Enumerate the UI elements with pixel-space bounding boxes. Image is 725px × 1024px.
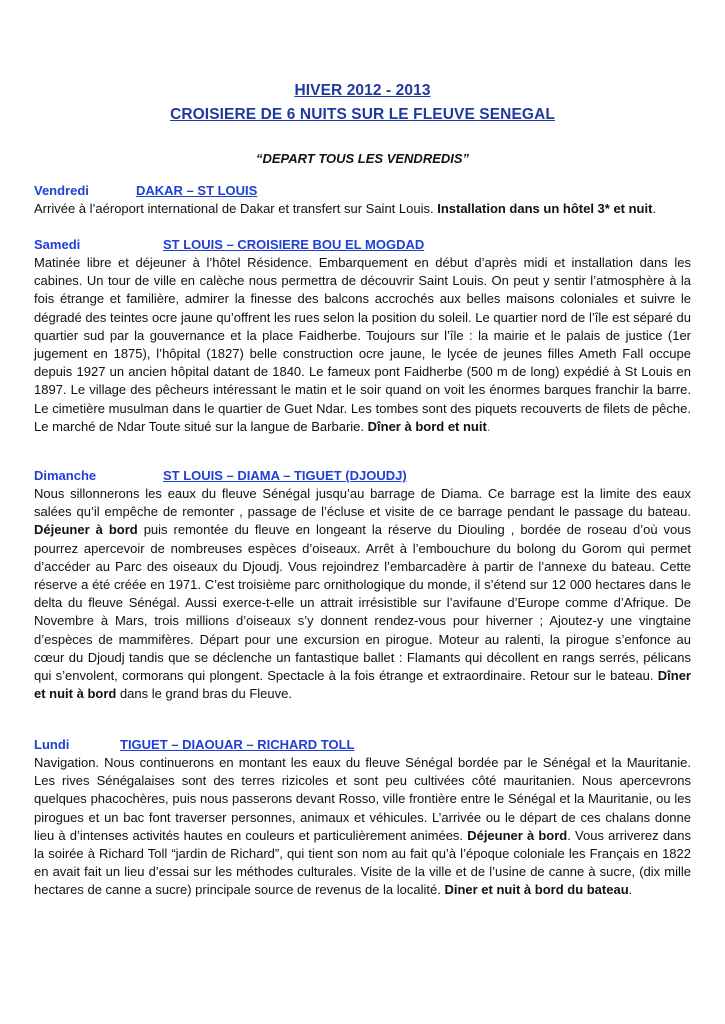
text-bold: Dîner et nuit à bord [34,668,691,702]
text-run: . [652,201,657,216]
day-route: ST LOUIS – DIAMA – TIGUET (DJOUDJ) [163,468,407,483]
day-name: Dimanche [34,468,97,483]
document-subtitle-cruise: CROISIERE DE 6 NUITS SUR LE FLEUVE SENEGAL [170,106,555,123]
text-run: dans le grand bras du Fleuve. [116,686,292,702]
day-description [34,754,691,900]
day-section-dimanche [34,467,691,703]
text-run: Navigation. Nous continuerons en montant les eaux du fleuve Sénégal bordée par le Sénégal et la Mauritanie. Les rives Sénégalaises sont des terres rizicoles et sont peu cultivées côté mauritanien. Nous apercevrons quelques phacochères, puis nous passerons devant Rosso, ville frontière entre le Sénégal et la Mauritanie, ou les pirogues et un bac font traverser personnes, animaux et véhicules. L’arrivée ou le départ de ces chalans donne lieu à d’intenses activités hautes en couleurs et particulièrement animées. [34,755,691,843]
text-bold: Installation dans un hôtel 3* et nuit [437,201,653,216]
day-route: DAKAR – ST LOUIS [136,183,258,198]
day-section-samedi [34,236,691,436]
text-bold: Dîner à bord et nuit [367,418,487,434]
day-heading [34,467,691,485]
day-section-vendredi [34,182,691,218]
day-heading [34,236,691,254]
day-description [34,485,691,703]
text-run: puis remontée du fleuve en longeant la réserve du Diouling , bordée de roseau d’où vous pourrez apercevoir de nombreuses espèces d’oiseaux. Arrêt à l’embouchure du bolong du Gorom qui permet d’accéder au Parc des oiseaux du Djoudj. Vous rejoindrez l’embarcadère à partir de l’annexe du bateau. Cette réserve a été créée en 1971. C’est troisième parc ornithologique du monde, il s’étend sur 12 000 hectares dans le delta du fleuve Sénégal. Aussi exerce-t-elle un attrait irrésistible sur l’avifaune d’Europe comme d’Afrique. De Novembre à Mars, trois millions d’oiseaux s’y donnent rendez-vous pour hiverner ; Ajoutez-y une vingtaine d’espèces de mammifères. Départ pour une excursion en pirogue. Moteur au ralenti, la pirogue s’enfonce au cœur du Djoudj tandis que se déclenche un fantastique ballet : Flamants qui décollent en rangs serrés, pélicans qui s’envolent, cormorans qui plongent. Spectacle à la fois étrange et extraordinaire. Retour sur le bateau. [34,522,691,684]
day-route: TIGUET – DIAOUAR – RICHARD TOLL [120,737,355,752]
day-description [34,254,691,436]
day-heading [34,736,691,754]
text-run: Arrivée à l’aéroport international de Dakar et transfert sur Saint Louis. [34,201,438,216]
text-bold: Déjeuner à bord [34,522,138,538]
day-name: Lundi [34,737,70,752]
departure-note: “DEPART TOUS LES VENDREDIS” [255,151,470,166]
text-run: Matinée libre et déjeuner à l’hôtel Résidence. Embarquement en début d’après midi et installation dans les cabines. Un tour de ville en calèche nous permettra de découvrir Saint Louis. On peut y sentir l’atmosphère à la fois étrange et familière, admirer la finesse des balcons accrochés aux belles maisons coloniales et suivre le dégradé des teintes ocre jaune qu’offrent les rues selon la position du soleil. Le quartier nord de l’île est séparé du quartier sud par la gouvernance et la place Faidherbe. Toujours sur l’île : la mairie et le palais de justice (1er jugement en 1875), l’hôpital (1827) belle construction ocre jaune, le lycée de jeunes filles Ameth Fall occupe depuis 1927 un ancien hôpital datant de 1840. Le fameux pont Faidherbe (500 m de long) expédié à St Louis en 1897. Le village des pêcheurs intéressant le matin et le soir quand on voit les énormes barques franchir la barre. Le cimetière musulman dans le quartier de Guet Ndar. Les tombes sont des piquets recouverts de filets de pêche. Le marché de Ndar Toute situé sur la langue de Barbarie. [34,255,691,434]
day-section-lundi [34,736,691,900]
text-run: . [628,882,633,898]
text-bold: Diner et nuit à bord du bateau [444,882,629,898]
day-name: Samedi [34,237,81,252]
day-name: Vendredi [34,183,89,198]
text-run: Nous sillonnerons les eaux du fleuve Sénégal jusqu’au barrage de Diama. Ce barrage est la limite des eaux salées qu’il empêche de remonter , passage de l’écluse et visite de ce barrage pendant le passage du bateau. [34,486,691,520]
day-heading [34,182,691,200]
text-run: . [486,418,491,434]
text-bold: Déjeuner à bord [467,827,568,843]
document-title: HIVER 2012 - 2013 [294,82,431,99]
day-description [34,200,691,218]
text-run: . Vous arriverez dans la soirée à Richard Toll “jardin de Richard”, qui tient son nom au fait qu’à l’époque coloniale les Français en 1822 en avait fait un lieu d’essai sur les méthodes culturales. Visite de la ville et de l’usine de canne à sucre, (dix mille hectares de canne a sucre) principale source de revenus de la localité. [34,827,692,898]
day-route: ST LOUIS – CROISIERE BOU EL MOGDAD [163,237,425,252]
